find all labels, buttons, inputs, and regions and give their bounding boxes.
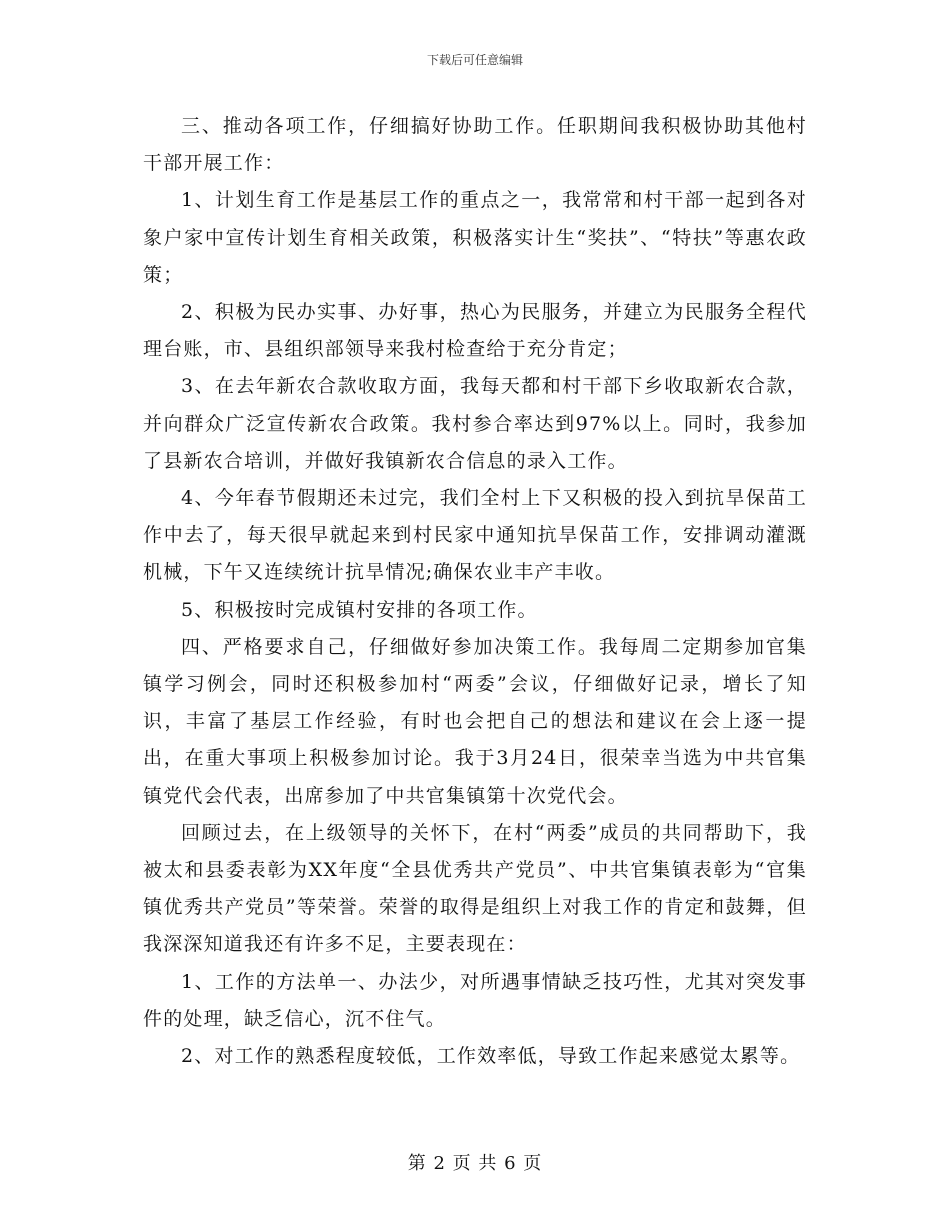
page-number-label: 第 2 页 共 6 页 <box>407 1153 543 1174</box>
paragraph-shortcoming-2: 2、对工作的熟悉程度较低，工作效率低，导致工作起来感觉太累等。 <box>181 1045 801 1068</box>
paragraph-item-1-family-planning: 1、计划生育工作是基层工作的重点之一，我常常和村干部一起到各对象户家中宣传计划生育相关政策，积极落实计生“奖扶”、“特扶”等惠农政策； <box>143 189 807 286</box>
paragraph-item-5-tasks: 5、积极按时完成镇村安排的各项工作。 <box>181 598 538 621</box>
paragraph-item-4-drought-relief: 4、今年春节假期还未过完，我们全村上下又积极的投入到抗旱保苗工作中去了，每天很早就起来到村民家中通知抗旱保苗工作，安排调动灌溉机械，下午又连续统计抗旱情况;确保农业丰产丰收。 <box>143 487 807 584</box>
paragraph-item-3-rural-insurance: 3、在去年新农合款收取方面，我每天都和村干部下乡收取新农合款，并向群众广泛宣传新农合政策。我村参合率达到97%以上。同时，我参加了县新农合培训，并做好我镇新农合信息的录入工作。 <box>143 375 807 472</box>
paragraph-shortcoming-1: 1、工作的方法单一、办法少，对所遇事情缺乏技巧性，尤其对突发事件的处理，缺乏信心，沉不住气。 <box>143 970 807 1030</box>
paragraph-section-three: 三、推动各项工作，仔细搞好协助工作。任职期间我积极协助其他村干部开展工作： <box>143 115 807 175</box>
document-body <box>143 108 807 1075</box>
paragraph-review: 回顾过去，在上级领导的关怀下，在村“两委”成员的共同帮助下，我被太和县委表彰为XX年度“全县优秀共产党员”、中共官集镇表彰为“官集镇优秀共产党员”等荣誉。荣誉的取得是组织上对我工作的肯定和鼓舞，但我深深知道我还有许多不足，主要表现在： <box>143 821 807 956</box>
page-footer <box>0 1153 950 1175</box>
paragraph-item-2-public-service: 2、积极为民办实事、办好事，热心为民服务，并建立为民服务全程代理台账，市、县组织部领导来我村检查给于充分肯定； <box>143 301 807 361</box>
page-header: 下载后可任意编辑 <box>426 53 523 67</box>
paragraph-section-four: 四、严格要求自己，仔细做好参加决策工作。我每周二定期参加官集镇学习例会，同时还积极参加村“两委”会议，仔细做好记录，增长了知识，丰富了基层工作经验，有时也会把自己的想法和建议在会上逐一提出，在重大事项上积极参加讨论。我于3月24日，很荣幸当选为中共官集镇党代会代表，出席参加了中共官集镇第十次党代会。 <box>143 635 807 807</box>
